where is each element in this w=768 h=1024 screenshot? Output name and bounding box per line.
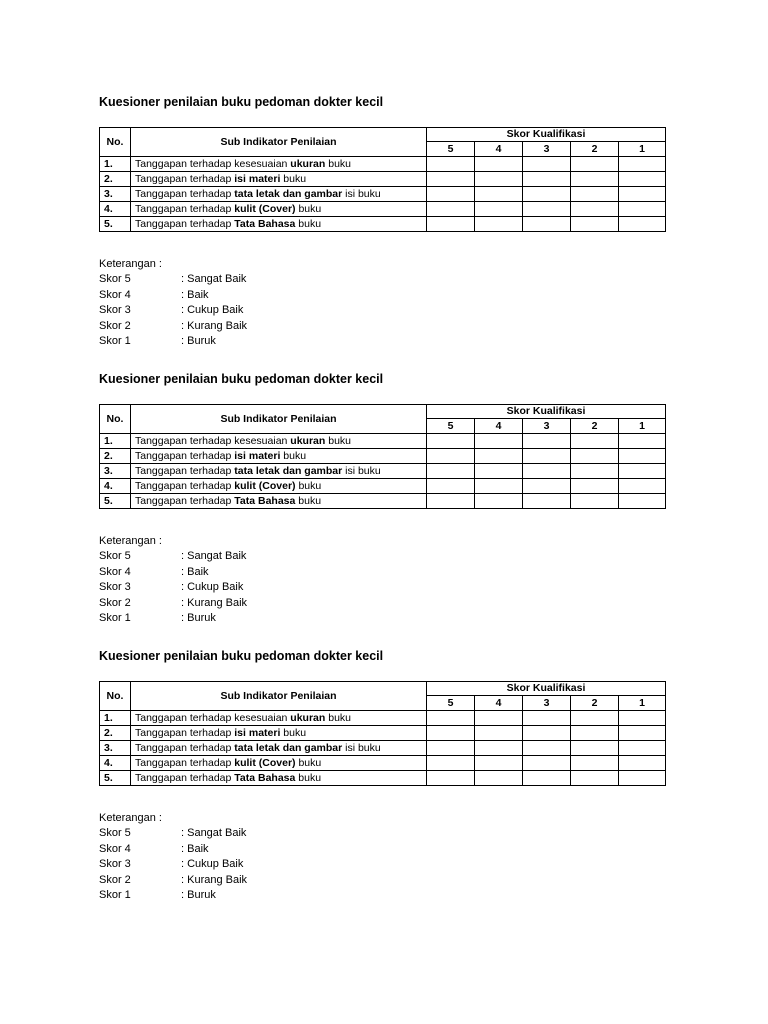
row-number: 5. (100, 771, 131, 786)
legend-value: : Baik (181, 565, 209, 578)
header-skor-kualifikasi: Skor Kualifikasi (427, 682, 666, 696)
score-cell-5[interactable] (427, 434, 475, 449)
row-number: 3. (100, 464, 131, 479)
header-score-5: 5 (427, 419, 475, 434)
header-skor-kualifikasi: Skor Kualifikasi (427, 128, 666, 142)
score-cell-2[interactable] (571, 464, 619, 479)
legend-item (99, 549, 247, 564)
score-cell-3[interactable] (523, 464, 571, 479)
header-sub-indikator: Sub Indikator Penilaian (131, 405, 427, 434)
legend-key: Skor 4 (99, 565, 131, 578)
score-cell-4[interactable] (475, 434, 523, 449)
score-cell-5[interactable] (427, 756, 475, 771)
score-cell-2[interactable] (571, 187, 619, 202)
score-cell-3[interactable] (523, 479, 571, 494)
score-cell-3[interactable] (523, 202, 571, 217)
score-cell-3[interactable] (523, 157, 571, 172)
score-cell-2[interactable] (571, 172, 619, 187)
legend-item (99, 272, 247, 287)
legend-key: Skor 5 (99, 273, 131, 286)
score-cell-5[interactable] (427, 202, 475, 217)
table-row (100, 157, 666, 172)
legend-item (99, 596, 247, 611)
header-score-5: 5 (427, 142, 475, 157)
row-number: 1. (100, 711, 131, 726)
row-indicator: Tanggapan terhadap Tata Bahasa buku (131, 771, 427, 786)
row-indicator: Tanggapan terhadap isi materi buku (131, 172, 427, 187)
table-row (100, 494, 666, 509)
score-cell-3[interactable] (523, 741, 571, 756)
score-cell-4[interactable] (475, 756, 523, 771)
row-number: 3. (100, 741, 131, 756)
legend-item (99, 288, 247, 303)
legend-heading: Keterangan : (99, 258, 162, 270)
score-cell-4[interactable] (475, 449, 523, 464)
legend-value: : Sangat Baik (181, 273, 247, 286)
header-score-3: 3 (523, 142, 571, 157)
legend-value: : Baik (181, 288, 209, 301)
score-cell-4[interactable] (475, 187, 523, 202)
row-indicator: Tanggapan terhadap kesesuaian ukuran buku (131, 157, 427, 172)
table-row (100, 711, 666, 726)
header-score-2: 2 (571, 696, 619, 711)
table-row (100, 172, 666, 187)
score-cell-1[interactable] (619, 756, 666, 771)
score-legend (99, 257, 247, 349)
score-legend (99, 811, 247, 903)
score-cell-4[interactable] (475, 741, 523, 756)
row-number: 2. (100, 172, 131, 187)
legend-item (99, 334, 247, 349)
header-score-1: 1 (619, 142, 666, 157)
legend-key: Skor 1 (99, 334, 131, 347)
legend-value: : Buruk (181, 334, 216, 347)
row-indicator: Tanggapan terhadap Tata Bahasa buku (131, 494, 427, 509)
legend-key: Skor 3 (99, 858, 131, 871)
row-indicator: Tanggapan terhadap tata letak dan gambar isi buku (131, 187, 427, 202)
header-score-4: 4 (475, 419, 523, 434)
row-number: 4. (100, 756, 131, 771)
header-score-3: 3 (523, 696, 571, 711)
table-row (100, 464, 666, 479)
row-indicator: Tanggapan terhadap kulit (Cover) buku (131, 479, 427, 494)
score-cell-4[interactable] (475, 202, 523, 217)
legend-key: Skor 5 (99, 827, 131, 840)
score-cell-2[interactable] (571, 479, 619, 494)
legend-key: Skor 4 (99, 842, 131, 855)
row-number: 1. (100, 157, 131, 172)
score-cell-4[interactable] (475, 172, 523, 187)
score-cell-5[interactable] (427, 157, 475, 172)
row-number: 1. (100, 434, 131, 449)
legend-key: Skor 5 (99, 550, 131, 563)
legend-value: : Buruk (181, 611, 216, 624)
header-score-5: 5 (427, 696, 475, 711)
legend-value: : Kurang Baik (181, 319, 248, 332)
score-cell-5[interactable] (427, 464, 475, 479)
score-cell-2[interactable] (571, 217, 619, 232)
table-row (100, 479, 666, 494)
score-cell-1[interactable] (619, 449, 666, 464)
assessment-table (99, 681, 666, 786)
assessment-table (99, 404, 666, 509)
score-cell-5[interactable] (427, 449, 475, 464)
score-cell-4[interactable] (475, 726, 523, 741)
row-number: 3. (100, 187, 131, 202)
score-cell-3[interactable] (523, 449, 571, 464)
score-cell-2[interactable] (571, 157, 619, 172)
table-row (100, 449, 666, 464)
score-cell-5[interactable] (427, 172, 475, 187)
score-cell-1[interactable] (619, 434, 666, 449)
header-score-2: 2 (571, 142, 619, 157)
score-cell-4[interactable] (475, 711, 523, 726)
score-cell-1[interactable] (619, 217, 666, 232)
legend-value: : Kurang Baik (181, 596, 248, 609)
legend-key: Skor 2 (99, 596, 131, 609)
score-cell-2[interactable] (571, 726, 619, 741)
row-number: 5. (100, 217, 131, 232)
table-row (100, 202, 666, 217)
score-cell-2[interactable] (571, 449, 619, 464)
table-row (100, 771, 666, 786)
score-cell-4[interactable] (475, 217, 523, 232)
score-cell-1[interactable] (619, 172, 666, 187)
legend-item (99, 580, 247, 595)
row-indicator: Tanggapan terhadap kesesuaian ukuran buku (131, 434, 427, 449)
legend-item (99, 857, 247, 872)
score-cell-4[interactable] (475, 464, 523, 479)
row-number: 4. (100, 202, 131, 217)
legend-value: : Buruk (181, 888, 216, 901)
row-indicator: Tanggapan terhadap isi materi buku (131, 726, 427, 741)
score-cell-2[interactable] (571, 711, 619, 726)
score-cell-3[interactable] (523, 172, 571, 187)
header-sub-indikator: Sub Indikator Penilaian (131, 128, 427, 157)
header-sub-indikator: Sub Indikator Penilaian (131, 682, 427, 711)
legend-item (99, 611, 247, 626)
score-cell-5[interactable] (427, 711, 475, 726)
legend-item (99, 842, 247, 857)
legend-value: : Sangat Baik (181, 550, 247, 563)
legend-key: Skor 1 (99, 611, 131, 624)
table-row (100, 217, 666, 232)
legend-value: : Cukup Baik (181, 304, 244, 317)
legend-item (99, 319, 247, 334)
legend-value: : Kurang Baik (181, 873, 248, 886)
legend-key: Skor 2 (99, 319, 131, 332)
row-indicator: Tanggapan terhadap tata letak dan gambar isi buku (131, 741, 427, 756)
row-indicator: Tanggapan terhadap Tata Bahasa buku (131, 217, 427, 232)
header-score-4: 4 (475, 696, 523, 711)
legend-item (99, 565, 247, 580)
legend-key: Skor 3 (99, 581, 131, 594)
score-legend (99, 534, 247, 626)
score-cell-2[interactable] (571, 756, 619, 771)
header-skor-kualifikasi: Skor Kualifikasi (427, 405, 666, 419)
score-cell-4[interactable] (475, 157, 523, 172)
score-cell-2[interactable] (571, 202, 619, 217)
legend-key: Skor 1 (99, 888, 131, 901)
row-indicator: Tanggapan terhadap kulit (Cover) buku (131, 202, 427, 217)
questionnaire-section (99, 371, 679, 624)
score-cell-5[interactable] (427, 479, 475, 494)
legend-item (99, 303, 247, 318)
score-cell-5[interactable] (427, 217, 475, 232)
row-indicator: Tanggapan terhadap kulit (Cover) buku (131, 756, 427, 771)
table-row (100, 726, 666, 741)
score-cell-5[interactable] (427, 494, 475, 509)
legend-key: Skor 4 (99, 288, 131, 301)
score-cell-1[interactable] (619, 202, 666, 217)
legend-value: : Cukup Baik (181, 858, 244, 871)
header-score-3: 3 (523, 419, 571, 434)
score-cell-2[interactable] (571, 434, 619, 449)
header-no: No. (100, 682, 131, 711)
table-row (100, 434, 666, 449)
score-cell-3[interactable] (523, 217, 571, 232)
legend-item (99, 888, 247, 903)
questionnaire-section (99, 648, 679, 901)
legend-value: : Baik (181, 842, 209, 855)
score-cell-3[interactable] (523, 494, 571, 509)
row-number: 4. (100, 479, 131, 494)
section-title: Kuesioner penilaian buku pedoman dokter kecil (99, 649, 384, 663)
score-cell-1[interactable] (619, 464, 666, 479)
score-cell-1[interactable] (619, 479, 666, 494)
header-no: No. (100, 405, 131, 434)
table-row (100, 741, 666, 756)
row-indicator: Tanggapan terhadap isi materi buku (131, 449, 427, 464)
header-score-1: 1 (619, 419, 666, 434)
assessment-table (99, 127, 666, 232)
score-cell-5[interactable] (427, 771, 475, 786)
score-cell-5[interactable] (427, 187, 475, 202)
legend-heading: Keterangan : (99, 812, 162, 824)
header-score-2: 2 (571, 419, 619, 434)
score-cell-4[interactable] (475, 479, 523, 494)
score-cell-3[interactable] (523, 726, 571, 741)
score-cell-1[interactable] (619, 157, 666, 172)
section-title: Kuesioner penilaian buku pedoman dokter kecil (99, 95, 384, 109)
score-cell-1[interactable] (619, 711, 666, 726)
score-cell-2[interactable] (571, 494, 619, 509)
score-cell-5[interactable] (427, 741, 475, 756)
score-cell-2[interactable] (571, 741, 619, 756)
table-row (100, 187, 666, 202)
legend-item (99, 826, 247, 841)
legend-key: Skor 2 (99, 873, 131, 886)
header-no: No. (100, 128, 131, 157)
score-cell-4[interactable] (475, 494, 523, 509)
score-cell-1[interactable] (619, 726, 666, 741)
legend-value: : Sangat Baik (181, 827, 247, 840)
score-cell-3[interactable] (523, 187, 571, 202)
row-indicator: Tanggapan terhadap kesesuaian ukuran buku (131, 711, 427, 726)
header-score-1: 1 (619, 696, 666, 711)
row-number: 2. (100, 726, 131, 741)
score-cell-1[interactable] (619, 771, 666, 786)
table-row (100, 756, 666, 771)
score-cell-4[interactable] (475, 771, 523, 786)
row-number: 2. (100, 449, 131, 464)
score-cell-3[interactable] (523, 711, 571, 726)
legend-key: Skor 3 (99, 304, 131, 317)
legend-heading: Keterangan : (99, 535, 162, 547)
score-cell-5[interactable] (427, 726, 475, 741)
row-number: 5. (100, 494, 131, 509)
legend-value: : Cukup Baik (181, 581, 244, 594)
row-indicator: Tanggapan terhadap tata letak dan gambar isi buku (131, 464, 427, 479)
section-title: Kuesioner penilaian buku pedoman dokter kecil (99, 372, 384, 386)
score-cell-1[interactable] (619, 494, 666, 509)
score-cell-1[interactable] (619, 741, 666, 756)
score-cell-3[interactable] (523, 434, 571, 449)
score-cell-3[interactable] (523, 771, 571, 786)
score-cell-1[interactable] (619, 187, 666, 202)
questionnaire-section (99, 94, 679, 347)
score-cell-2[interactable] (571, 771, 619, 786)
score-cell-3[interactable] (523, 756, 571, 771)
legend-item (99, 873, 247, 888)
header-score-4: 4 (475, 142, 523, 157)
